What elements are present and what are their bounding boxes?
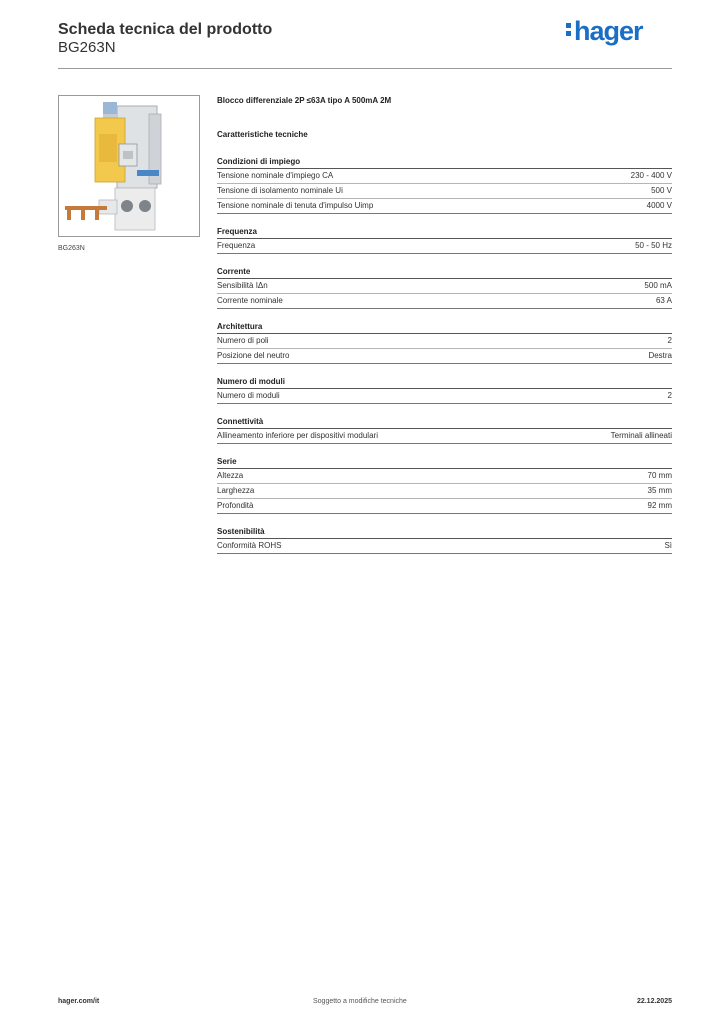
spec-value: 500 mA <box>644 281 672 290</box>
spec-section-title: Connettività <box>217 415 672 429</box>
footer-note: Soggetto a modifiche tecniche <box>313 998 407 1005</box>
spec-row <box>217 334 672 349</box>
spec-list <box>217 155 672 565</box>
spec-label: Larghezza <box>217 486 255 495</box>
spec-section <box>217 455 672 514</box>
page-title: Scheda tecnica del prodotto <box>58 21 273 38</box>
spec-value: 70 mm <box>647 471 672 480</box>
spec-section-title: Sostenibilità <box>217 525 672 539</box>
spec-section <box>217 265 672 309</box>
spec-label: Numero di moduli <box>217 391 280 400</box>
spec-label: Corrente nominale <box>217 296 283 305</box>
spec-section <box>217 525 672 554</box>
spec-value: 500 V <box>651 186 672 195</box>
spec-row <box>217 469 672 484</box>
header-divider <box>58 68 672 69</box>
spec-section <box>217 320 672 364</box>
spec-row <box>217 499 672 514</box>
spec-row <box>217 429 672 444</box>
product-code: BG263N <box>58 39 116 56</box>
spec-row <box>217 294 672 309</box>
spec-label: Conformità ROHS <box>217 541 282 550</box>
product-photo-illustration <box>59 96 199 236</box>
spec-label: Frequenza <box>217 241 256 250</box>
spec-row <box>217 199 672 214</box>
spec-section <box>217 375 672 404</box>
hager-logo <box>566 16 643 47</box>
spec-value: 2 <box>667 336 672 345</box>
spec-value: 63 A <box>655 296 672 305</box>
logo-colon-icon <box>566 20 572 39</box>
spec-value: Sì <box>664 541 672 550</box>
spec-section <box>217 155 672 214</box>
product-image <box>58 95 200 237</box>
specs-heading: Caratteristiche tecniche <box>217 130 308 139</box>
logo-text: hager <box>574 16 643 46</box>
product-description: Blocco differenziale 2P ≤63A tipo A 500mA 2M <box>217 96 392 105</box>
spec-section-title: Numero di moduli <box>217 375 672 389</box>
spec-value: 2 <box>667 391 672 400</box>
footer-website[interactable]: hager.com/it <box>58 998 100 1005</box>
spec-section-title: Frequenza <box>217 225 672 239</box>
product-image-caption: BG263N <box>58 245 85 252</box>
spec-section-title: Corrente <box>217 265 672 279</box>
spec-row <box>217 279 672 294</box>
spec-value: 35 mm <box>647 486 672 495</box>
spec-value: 230 - 400 V <box>630 171 672 180</box>
spec-row <box>217 169 672 184</box>
spec-value: Terminali allineati <box>610 431 672 440</box>
spec-row <box>217 184 672 199</box>
spec-label: Numero di poli <box>217 336 269 345</box>
spec-row <box>217 239 672 254</box>
spec-value: Destra <box>648 351 672 360</box>
spec-section <box>217 415 672 444</box>
spec-value: 50 - 50 Hz <box>635 241 672 250</box>
spec-label: Altezza <box>217 471 244 480</box>
spec-row <box>217 389 672 404</box>
spec-label: Posizione del neutro <box>217 351 290 360</box>
spec-label: Tensione di isolamento nominale Ui <box>217 186 343 195</box>
spec-row <box>217 539 672 554</box>
spec-row <box>217 484 672 499</box>
spec-section <box>217 225 672 254</box>
spec-label: Tensione nominale d'impiego CA <box>217 171 334 180</box>
spec-label: Sensibilità IΔn <box>217 281 268 290</box>
spec-section-title: Architettura <box>217 320 672 334</box>
spec-section-title: Condizioni di impiego <box>217 155 672 169</box>
spec-value: 92 mm <box>647 501 672 510</box>
spec-value: 4000 V <box>646 201 672 210</box>
spec-label: Allineamento inferiore per dispositivi modulari <box>217 431 378 440</box>
spec-row <box>217 349 672 364</box>
footer-date: 22.12.2025 <box>636 998 672 1005</box>
spec-label: Tensione nominale di tenuta d'impulso Uimp <box>217 201 374 210</box>
spec-label: Profondità <box>217 501 254 510</box>
spec-section-title: Serie <box>217 455 672 469</box>
